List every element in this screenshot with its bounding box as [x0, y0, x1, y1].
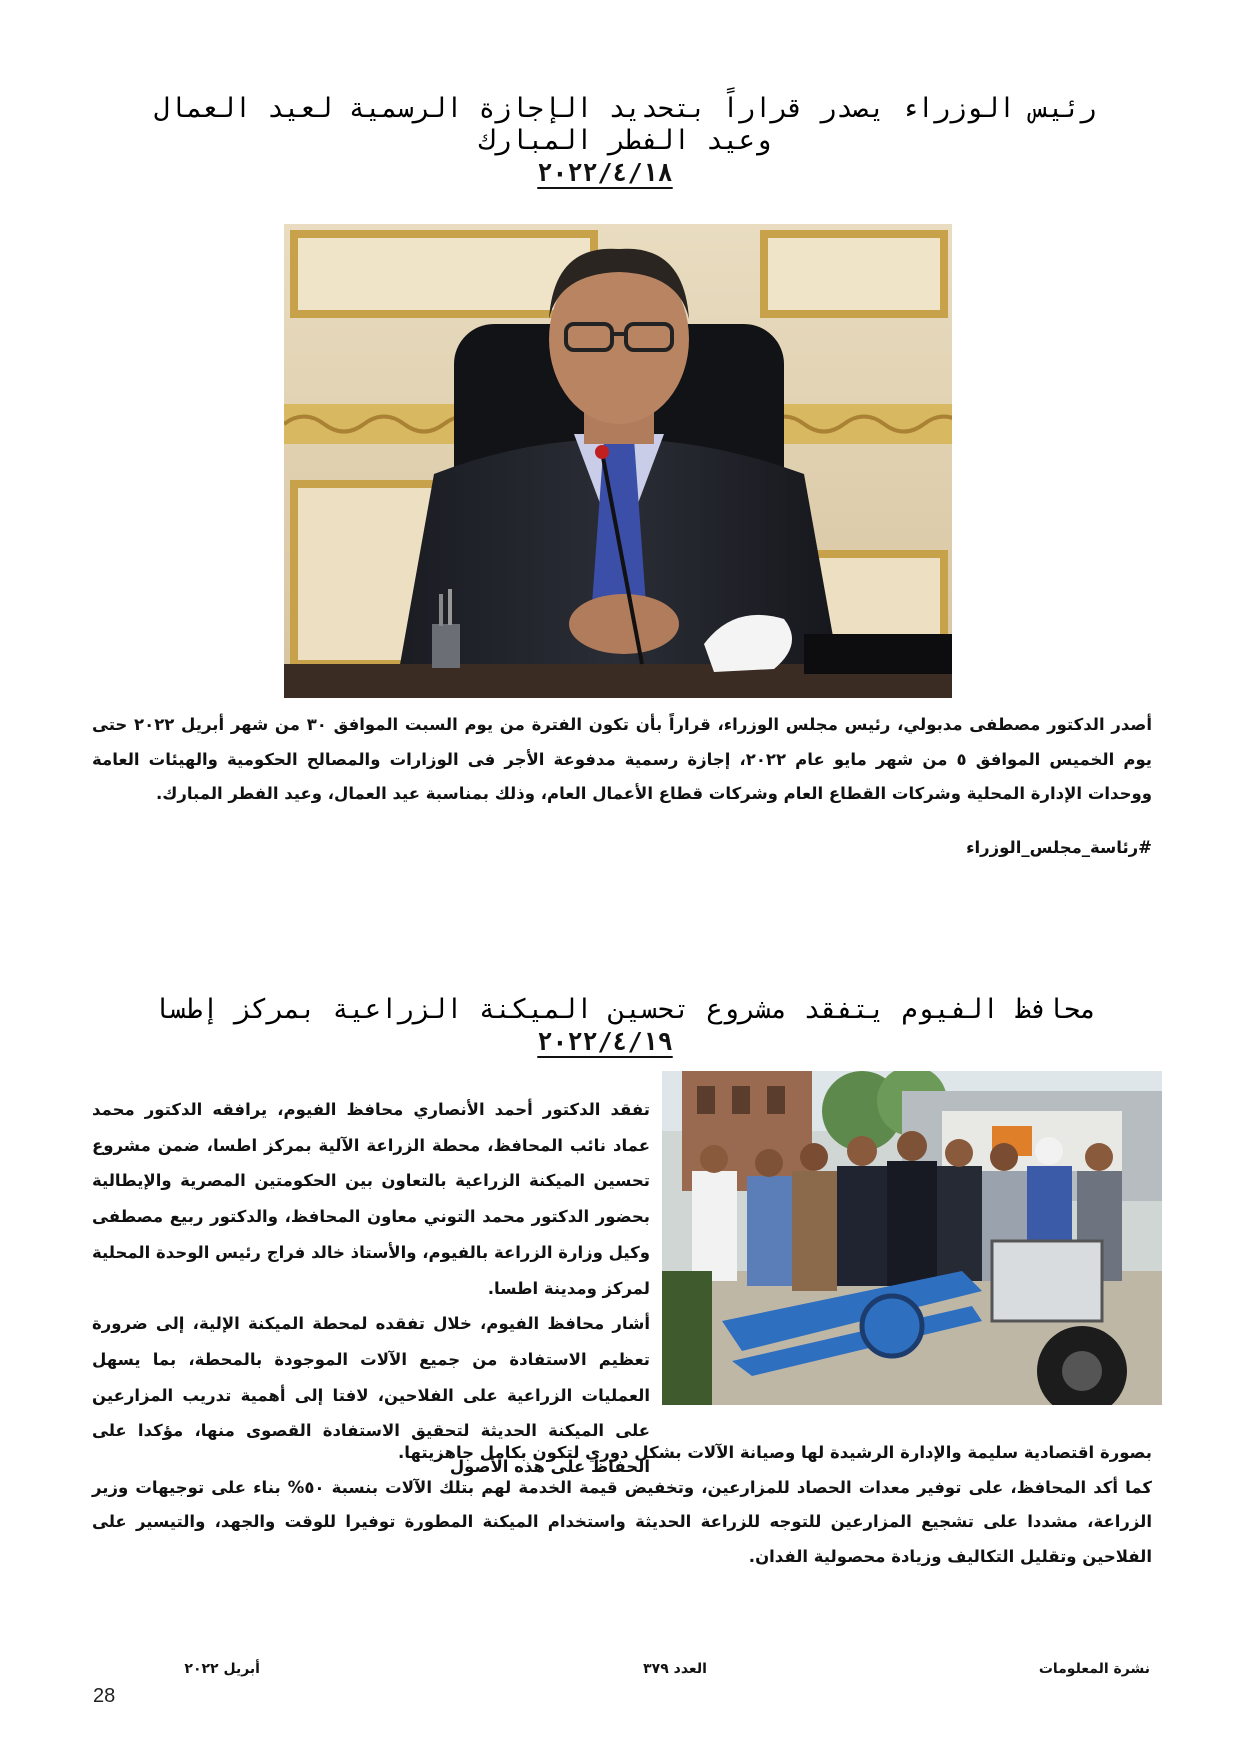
footer-month: أبريل ٢٠٢٢: [184, 1661, 260, 1677]
article1-date: ٢٠٢٢/٤/١٨: [537, 158, 673, 187]
article2-column-text: [92, 1092, 650, 1485]
article2-paragraph3: كما أكد المحافظ، على توفير معدات الحصاد للمزارعين، وتخفيض قيمة الخدمة لهم بتلك الآلات بنسبة ٥٠% بناء على توجيهات وزير الزراعة، مشددا على تشجيع المزارعين للتوجه للزراعة الحديثة واستخدام الميكنة المطورة توفيرا للوقت والجهد، والتيسير على الفلاحين وتقليل التكاليف وزيادة محصولية الفدان.: [92, 1477, 1152, 1566]
article2-paragraph1: تفقد الدكتور أحمد الأنصاري محافظ الفيوم، يرافقه الدكتور محمد عماد نائب المحافظ، محطة الزراعة الآلية بمركز اطسا، ضمن مشروع تحسين الميكنة الزراعية بالتعاون بين الحكومتين المصرية والإيطالية بحضور الدكتور محمد التوني معاون المحافظ، والدكتور ربيع مصطفى وكيل وزارة الزراعة بالفيوم، والأستاذ خالد فراج رئيس الوحدة المحلية لمركز ومدينة اطسا.: [92, 1100, 650, 1298]
article1-title-line1: رئيس الوزراء يصدر قراراً بتحديد الإجازة الرسمية لعيد العمال: [153, 93, 1097, 124]
footer-publication: نشرة المعلومات: [1038, 1661, 1150, 1677]
footer-issue: العدد ٣٧٩: [643, 1661, 707, 1677]
article2-date: ٢٠٢٢/٤/١٩: [537, 1027, 673, 1056]
article2-full-text: [92, 1436, 1152, 1574]
article2-paragraph2-continued: بصورة اقتصادية سليمة والإدارة الرشيدة لها وصيانة الآلات بشكل دوري لتكون بكامل جاهزيتها.: [397, 1443, 1152, 1462]
governor-inspection-photo: [662, 1071, 1162, 1405]
article1-hashtag[interactable]: [92, 838, 1152, 857]
hashtag-link[interactable]: #رئاسة_مجلس_الوزراء: [966, 838, 1152, 857]
article1-title-line2: وعيد الفطر المبارك: [478, 125, 772, 156]
page-number: 28: [93, 1685, 116, 1707]
article2-title: محافظ الفيوم يتفقد مشروع تحسين الميكنة الزراعية بمركز إطسا: [153, 994, 1097, 1025]
prime-minister-photo: [284, 224, 952, 698]
article2-paragraph2: أشار محافظ الفيوم، خلال تفقده لمحطة الميكنة الإلية، إلى ضرورة تعظيم الاستفادة من جميع الآلات الموجودة بالمحطة، بما يسهل العمليات الزراعية على الفلاحين، لافتا إلى أهمية تدريب المزارعين على الميكنة الحديثة لتحقيق الاستفادة القصوى منها، مؤكدا على الحفاظ على هذه الأصول: [92, 1314, 650, 1477]
article1-paragraph: أصدر الدكتور مصطفى مدبولي، رئيس مجلس الوزراء، قراراً بأن تكون الفترة من يوم السبت الموافق ٣٠ من شهر أبريل ٢٠٢٢ حتى يوم الخميس الموافق ٥ من شهر مايو عام ٢٠٢٢، إجازة رسمية مدفوعة الأجر فى الوزارات والمصالح الحكومية والهيئات العامة ووحدات الإدارة المحلية وشركات القطاع العام وشركات قطاع الأعمال العام، وذلك بمناسبة عيد العمال، وعيد الفطر المبارك.: [92, 715, 1152, 803]
